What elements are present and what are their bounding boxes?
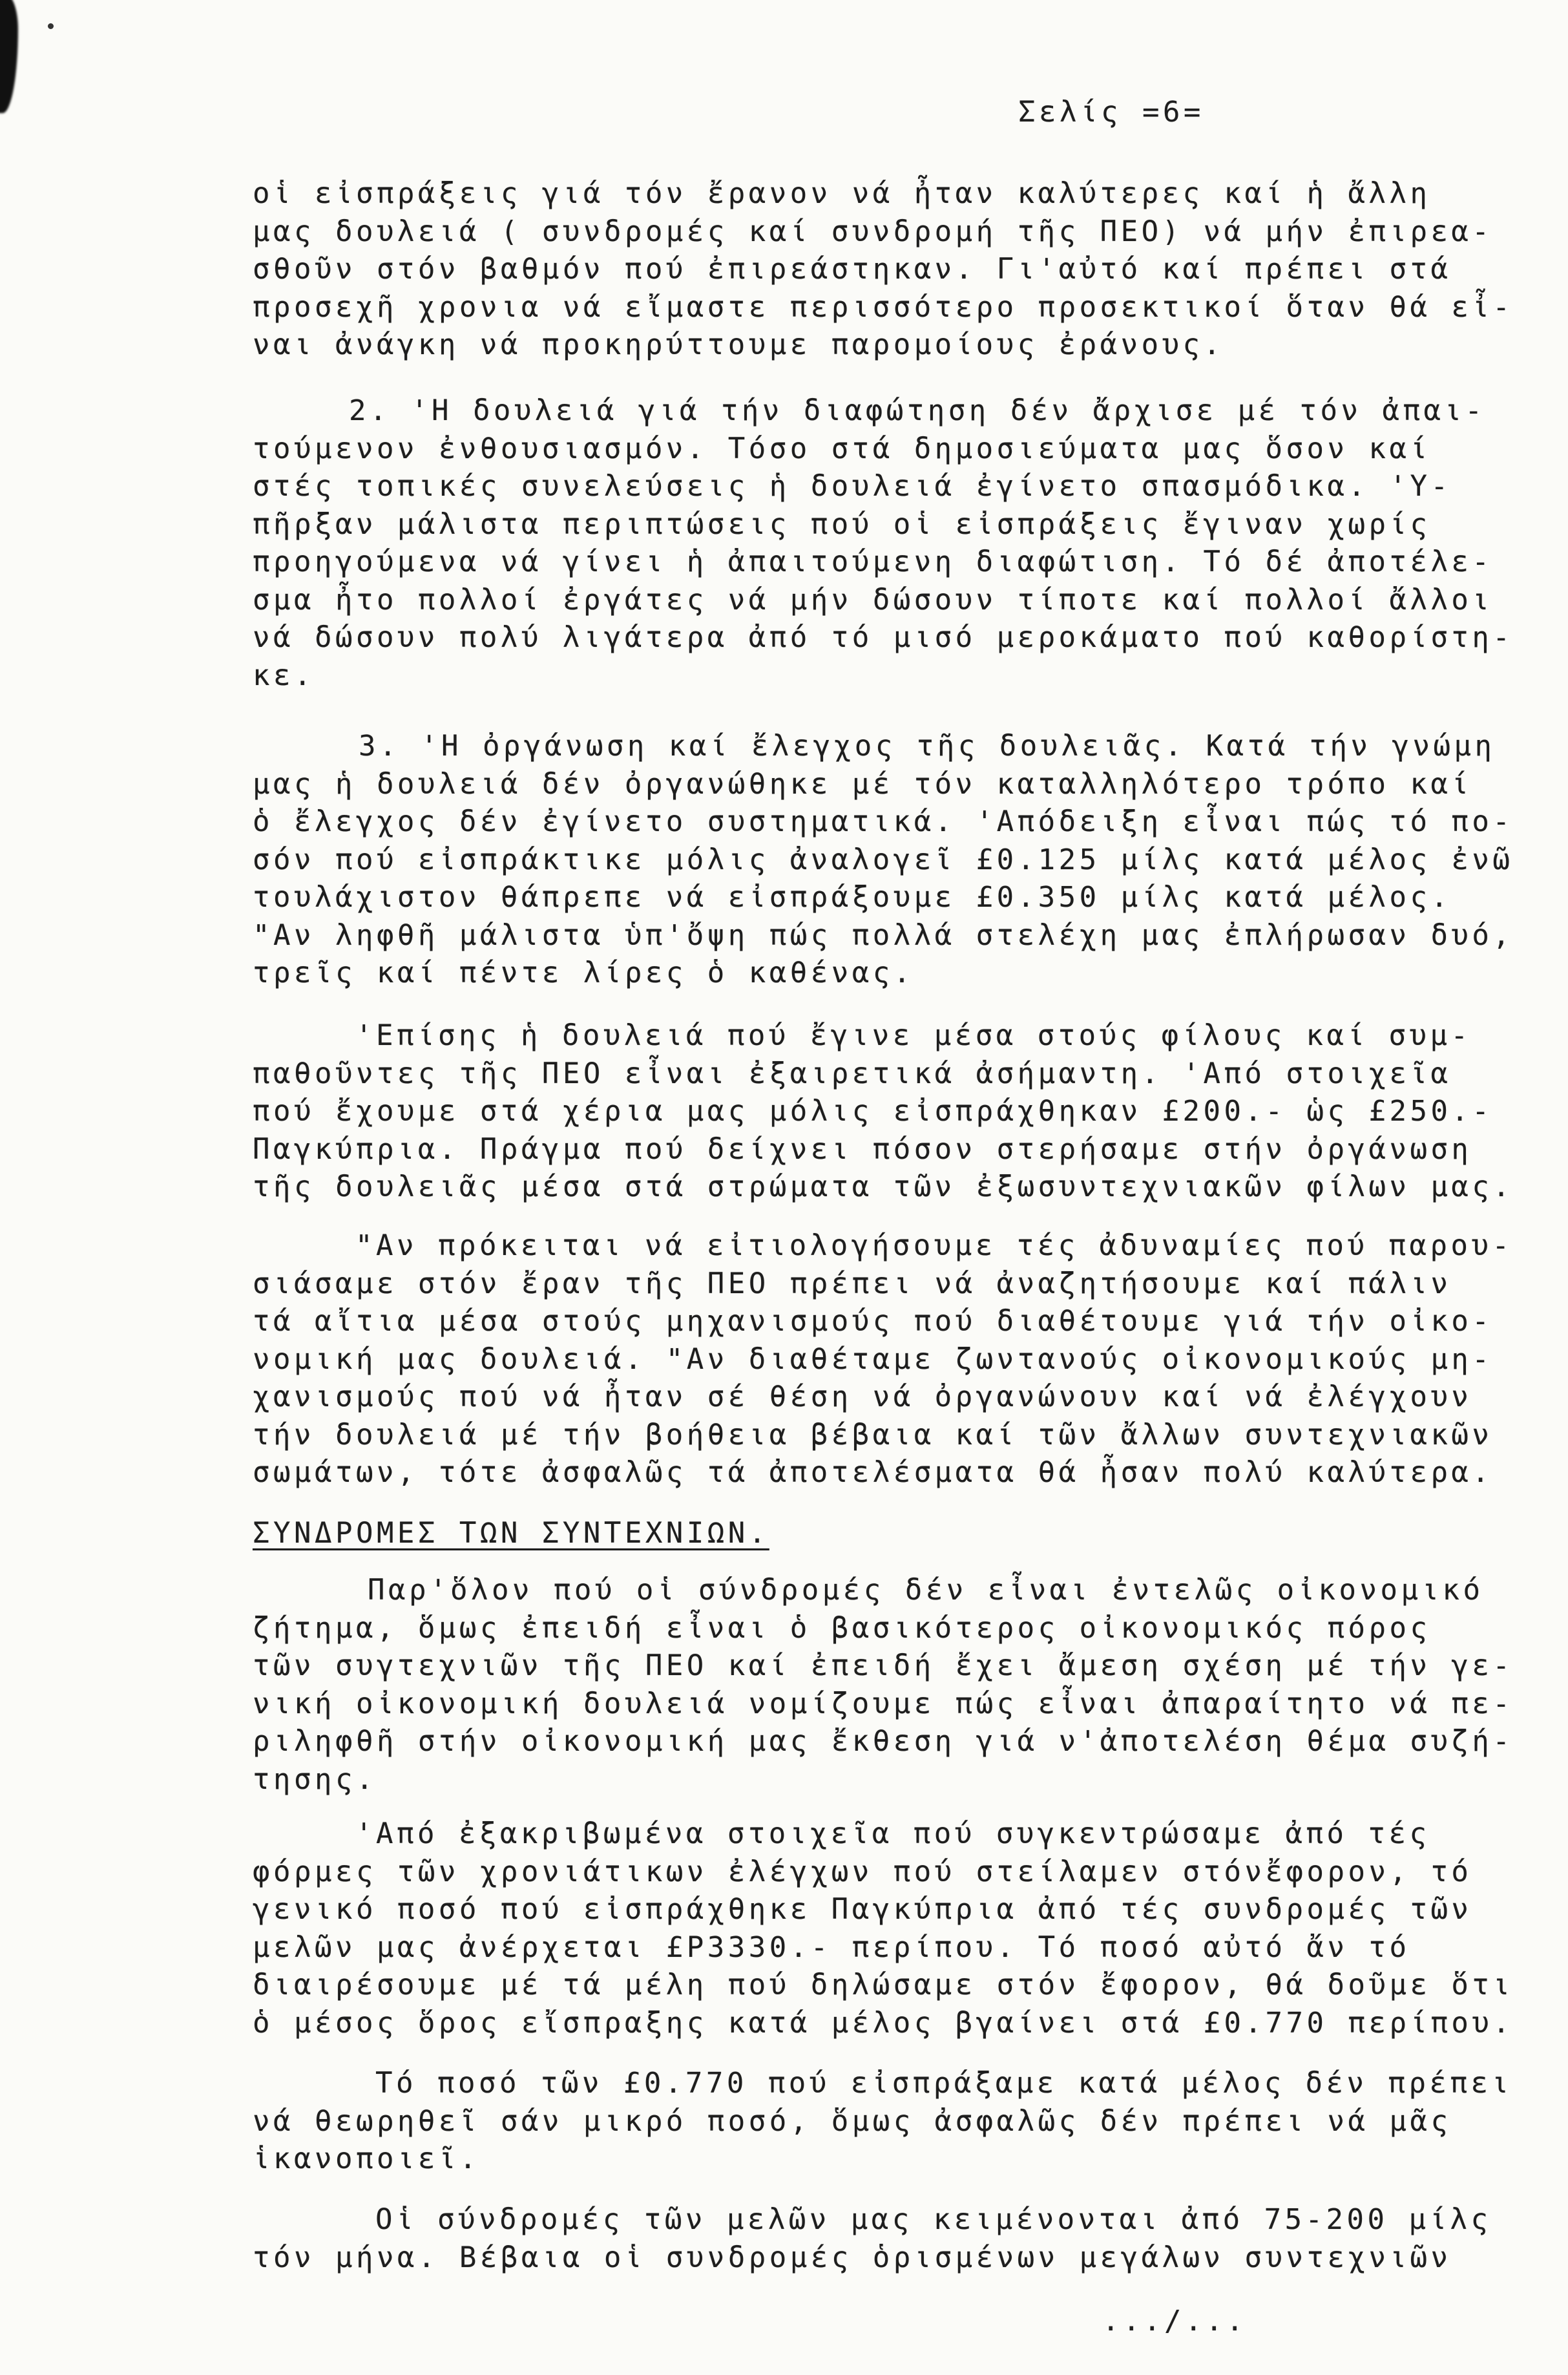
text-line: χανισμούς πού νά ἦταν σέ θέση νά ὀργανώνουν καί νά ἐλέγχουν [253, 1380, 1472, 1413]
paragraph-subscriptions-intro [253, 1572, 1513, 1799]
text-line: προσεχῆ χρονια νά εἴμαστε περισσότερο προσεκτικοί ὅταν θά εἶ- [253, 290, 1514, 324]
paragraph-point-2 [253, 392, 1513, 695]
text-line: μας ἡ δουλειά δέν ὀργανώθηκε μέ τόν καταλληλότερο τρόπο καί [253, 767, 1472, 801]
text-line: ὁ ἔλεγχος δέν ἐγίνετο συστηματικά. 'Απόδειξη εἶναι πώς τό πο- [253, 805, 1514, 838]
text-line: ναι ἀνάγκη νά προκηρύττουμε παρομοίους ἐράνους. [253, 328, 1224, 361]
continuation-mark: .../... [1102, 2305, 1247, 2338]
text-line: ὁ μέσος ὅρος εἴσπραξης κατά μέλος βγαίνει στά £0.770 περίπου. [253, 2006, 1514, 2040]
text-line: τουλάχιστον θάπρεπε νά εἰσπράξουμε £0.350 μίλς κατά μέλος. [253, 881, 1452, 914]
text-line: ριληφθῆ στήν οἰκονομική μας ἔκθεση γιά ν'ἀποτελέση θέμα συζή- [253, 1725, 1514, 1758]
text-line: Οἱ σύνδρομές τῶν μελῶν μας κειμένονται ἀπό 75-200 μίλς [375, 2203, 1492, 2236]
text-line: 3. 'Η ὀργάνωση καί ἔλεγχος τῆς δουλειᾶς. Κατά τήν γνώμη [359, 730, 1496, 763]
paragraph-subscriptions-range [253, 2201, 1491, 2277]
text-line: τρεῖς καί πέντε λίρες ὁ καθένας. [253, 956, 914, 989]
text-line: 'Επίσης ἡ δουλειά πού ἔγινε μέσα στούς φίλους καί συμ- [355, 1019, 1472, 1052]
text-line: φόρμες τῶν χρονιάτικων ἐλέγχων πού στείλαμεν στόνἔφορον, τό [253, 1855, 1472, 1888]
text-line: παθοῦντες τῆς ΠΕΟ εἶναι ἐξαιρετικά ἀσήμαντη. 'Από στοιχεῖα [253, 1057, 1452, 1090]
text-line: στές τοπικές συνελεύσεις ἡ δουλειά ἐγίνετο σπασμόδικα. 'Υ- [253, 470, 1452, 503]
text-line: 2. 'Η δουλειά γιά τήν διαφώτηση δέν ἄρχισε μέ τόν ἀπαι- [349, 394, 1486, 427]
text-line: γενικό ποσό πού εἰσπράχθηκε Παγκύπρια ἀπό τές συνδρομές τῶν [253, 1893, 1472, 1926]
scan-edge-shadow [0, 0, 18, 113]
text-line: νά θεωρηθεῖ σάν μικρό ποσό, ὅμως ἀσφαλῶς δέν πρέπει νά μᾶς [253, 2104, 1452, 2138]
text-line: τούμενον ἐνθουσιασμόν. Τόσο στά δημοσιεύματα μας ὅσον καί [253, 432, 1431, 465]
text-line: "Αν ληφθῆ μάλιστα ὑπ'ὄψη πώς πολλά στελέχη μας ἐπλήρωσαν δυό, [253, 918, 1514, 952]
text-line: προηγούμενα νά γίνει ἡ ἀπαιτούμενη διαφώτιση. Τό δέ ἀποτέλε- [253, 545, 1493, 578]
text-line: "Αν πρόκειται νά εἰτιολογήσουμε τές ἀδυναμίες πού παρου- [355, 1229, 1513, 1262]
text-line: ζήτημα, ὅμως ἐπειδή εἶναι ὁ βασικότερος οἰκονομικός πόρος [253, 1611, 1431, 1645]
paragraph-friends [253, 1017, 1513, 1207]
text-line: σθοῦν στόν βαθμόν πού ἐπιρεάστηκαν. Γι'αὐτό καί πρέπει στά [253, 253, 1452, 286]
paragraph-continued [253, 175, 1513, 364]
text-line: νική οἰκονομική δουλειά νομίζουμε πώς εἶναι ἀπαραίτητο νά πε- [253, 1687, 1514, 1720]
paragraph-point-3 [253, 728, 1513, 993]
text-line: πῆρξαν μάλιστα περιπτώσεις πού οἱ εἰσπράξεις ἔγιναν χωρίς [253, 507, 1431, 541]
text-line: τήν δουλειά μέ τήν βοήθεια βέβαια καί τῶν ἄλλων συντεχνιακῶν [253, 1418, 1493, 1451]
text-line: οἱ εἰσπράξεις γιά τόν ἔρανον νά ἦταν καλύτερες καί ἡ ἄλλη [253, 177, 1431, 210]
text-line: Τό ποσό τῶν £0.770 πού εἰσπράξαμε κατά μέλος δέν πρέπει [375, 2067, 1512, 2100]
text-line: 'Από ἐξακριβωμένα στοιχεῖα πού συγκεντρώσαμε ἀπό τές [355, 1817, 1430, 1850]
text-line: σόν πού εἰσπράκτικε μόλις ἀναλογεῖ £0.125 μίλς κατά μέλος ἐνῶ [253, 843, 1514, 876]
text-line: τά αἴτια μέσα στούς μηχανισμούς πού διαθέτουμε γιά τήν οἰκο- [253, 1305, 1493, 1338]
page-number: Σελίς =6= [1018, 96, 1204, 129]
text-line: μελῶν μας ἀνέρχεται £Ρ3330.- περίπου. Τό ποσό αὐτό ἄν τό [253, 1930, 1410, 1964]
text-line: τῆς δουλειᾶς μέσα στά στρώματα τῶν ἐξωσυντεχνιακῶν φίλων μας. [253, 1170, 1514, 1203]
text-line: Παγκύπρια. Πράγμα πού δείχνει πόσον στερήσαμε στήν ὀργάνωση [253, 1132, 1472, 1166]
text-line: σιάσαμε στόν ἔραν τῆς ΠΕΟ πρέπει νά ἀναζητήσουμε καί πάλιν [253, 1267, 1452, 1300]
paragraph-subscriptions-figures [253, 1815, 1513, 2042]
text-line: νομική μας δουλειά. "Αν διαθέταμε ζωντανούς οἰκονομικούς μη- [253, 1342, 1493, 1376]
scan-speck [48, 23, 54, 29]
text-line: σμα ἦτο πολλοί ἐργάτες νά μήν δώσουν τίποτε καί πολλοί ἄλλοι [253, 583, 1493, 617]
text-line: διαιρέσουμε μέ τά μέλη πού δηλώσαμε στόν ἔφορον, θά δοῦμε ὅτι [253, 1969, 1514, 2001]
text-line: Παρ'ὅλον πού οἱ σύνδρομές δέν εἶναι ἐντελῶς οἰκονομικό [368, 1574, 1484, 1607]
section-heading: ΣΥΝΔΡΟΜΕΣ ΤΩΝ ΣΥΝΤΕΧΝΙΩΝ. [253, 1517, 769, 1550]
text-line: μας δουλειά ( συνδρομές καί συνδρομή τῆς ΠΕΟ) νά μήν ἐπιρεα- [253, 215, 1493, 248]
text-line: ἱκανοποιεῖ. [253, 2142, 480, 2175]
paragraph-weaknesses [253, 1227, 1512, 1492]
text-line: πού ἔχουμε στά χέρια μας μόλις εἰσπράχθηκαν £200.- ὡς £250.- [253, 1095, 1493, 1128]
text-line: νά δώσουν πολύ λιγάτερα ἀπό τό μισό μεροκάματο πού καθορίστη- [253, 621, 1514, 654]
text-line: σωμάτων, τότε ἀσφαλῶς τά ἀποτελέσματα θά ἦσαν πολύ καλύτερα. [253, 1456, 1493, 1489]
text-line: τῶν συγτεχνιῶν τῆς ΠΕΟ καί ἐπειδή ἔχει ἄμεση σχέση μέ τήν γε- [253, 1649, 1514, 1682]
text-line: τησης. [253, 1762, 377, 1796]
paragraph-subscriptions-assessment [253, 2065, 1512, 2179]
text-line: κε. [253, 659, 315, 692]
text-line: τόν μήνα. Βέβαια οἱ συνδρομές ὁρισμένων μεγάλων συντεχνιῶν [253, 2241, 1452, 2274]
